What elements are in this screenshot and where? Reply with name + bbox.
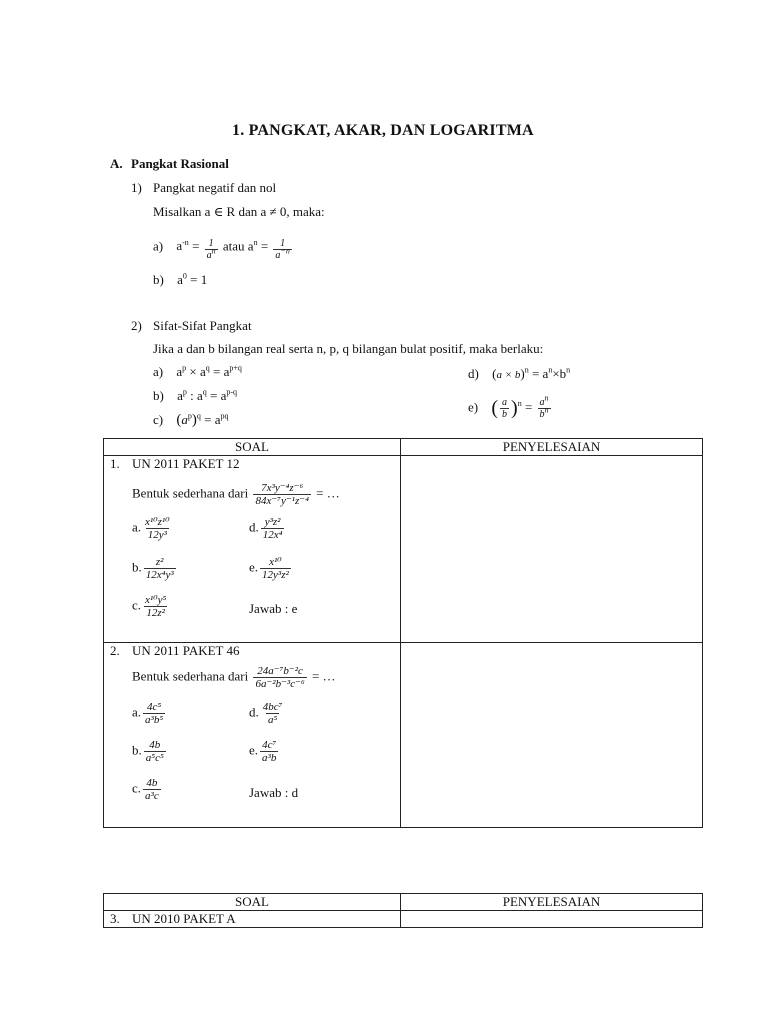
fraction: $\frac{\text{4c⁷}}{\text{a³b}}$ bbox=[262, 739, 277, 764]
fraction: $\frac{1}{a^{-n}}$ bbox=[275, 238, 290, 261]
problem-stem: Bentuk sederhana dari $\frac{\text{7x³y⁻⁴z⁻⁶}}{\text{84x⁻⁷y⁻¹z⁻⁴}}$ = … bbox=[132, 482, 340, 507]
problem-3 bbox=[104, 911, 401, 928]
fraction: $\frac{4b}{\text{a³c}}$ bbox=[145, 777, 159, 802]
rule-label: e) bbox=[468, 399, 479, 415]
section-letter: A. bbox=[110, 156, 123, 171]
section-heading: Pangkat Rasional bbox=[131, 156, 229, 171]
problem-number: 3. bbox=[110, 911, 120, 926]
option-c: c. $\frac{4b}{\text{a³c}}$ bbox=[132, 777, 159, 802]
option-a: a. $\frac{\text{x¹⁰z¹⁰}}{\text{12y³}}$ bbox=[132, 516, 170, 541]
problem-stem: Bentuk sederhana dari $\frac{\text{24a⁻⁷b⁻²c}}{\text{6a⁻²b⁻³c⁻⁶}}$ = … bbox=[132, 665, 336, 690]
rule-label: b) bbox=[153, 272, 164, 287]
sub1-premise: Misalkan a ∈ R dan a ≠ 0, maka: bbox=[153, 204, 325, 219]
rule-label: c) bbox=[153, 412, 164, 427]
page-title: 1. PANGKAT, AKAR, DAN LOGARITMA bbox=[232, 122, 534, 139]
fraction: $\frac{4b}{\text{a⁵c⁵}}$ bbox=[145, 739, 164, 764]
sub2-heading: Sifat-Sifat Pangkat bbox=[153, 318, 252, 333]
fraction: $\frac{\text{y³z²}}{\text{12x⁴}}$ bbox=[262, 516, 283, 541]
fraction: $\frac{1}{a^n}$ bbox=[206, 238, 216, 261]
option-c: c. $\frac{\text{x¹⁰y⁵}}{\text{12z²}}$ bbox=[132, 594, 167, 619]
header-soal: SOAL bbox=[104, 439, 401, 456]
fraction: $\frac{\text{4bc⁷}}{\text{a⁵}}$ bbox=[262, 701, 283, 726]
header-soal: SOAL bbox=[104, 894, 401, 911]
option-d: d. $\frac{\text{4bc⁷}}{\text{a⁵}}$ bbox=[249, 701, 283, 726]
solution-cell-2[interactable] bbox=[401, 643, 703, 828]
fraction: $\frac{\text{x¹⁰z¹⁰}}{\text{12y³}}$ bbox=[145, 516, 170, 541]
fraction: $\frac{\text{x¹⁰}}{\text{12y³z²}}$ bbox=[262, 556, 289, 581]
rule-1b: b) $a^0 = 1$ bbox=[153, 271, 208, 287]
rule-1a: a) $a^{-n}$ = $\frac{1}{a^n}$ atau $a^n$ = $\frac{1}{a^{-n}}$ bbox=[153, 238, 290, 261]
solution-cell-1[interactable] bbox=[401, 456, 703, 643]
option-e: e. $\frac{\text{4c⁷}}{\text{a³b}}$ bbox=[249, 739, 277, 764]
problem-title: UN 2011 PAKET 46 bbox=[132, 643, 240, 658]
problem-table-2 bbox=[103, 893, 703, 928]
fraction: $\frac{\text{7x³y⁻⁴z⁻⁶}}{\text{84x⁻⁷y⁻¹z⁻⁴}}$ bbox=[255, 482, 309, 507]
fraction: $\frac{\text{24a⁻⁷b⁻²c}}{\text{6a⁻²b⁻³c⁻⁶}}$ bbox=[255, 665, 305, 690]
option-d: d. $\frac{\text{y³z²}}{\text{12x⁴}}$ bbox=[249, 516, 283, 541]
answer: Jawab : d bbox=[249, 785, 299, 800]
fraction: $\frac{a^n}{b^n}$ bbox=[539, 393, 549, 420]
option-b: b. $\frac{\text{z²}}{\text{12x⁴y³}}$ bbox=[132, 556, 174, 581]
problem-2 bbox=[104, 643, 401, 828]
rule-2d: d) $(a \times b)^n = a^n\times b^n$ bbox=[468, 365, 571, 381]
rule-2b: b) $a^p$ : $a^q = a^{p-q}$ bbox=[153, 387, 238, 403]
fraction: $\frac{a}{b}$ bbox=[502, 397, 508, 420]
rule-label: a) bbox=[153, 364, 164, 379]
problem-number: 2. bbox=[110, 643, 120, 658]
sub1-heading: Pangkat negatif dan nol bbox=[153, 180, 277, 195]
fraction: $\frac{\text{4c⁵}}{\text{a³b⁵}}$ bbox=[145, 701, 164, 726]
fraction: $\frac{\text{z²}}{\text{12x⁴y³}}$ bbox=[145, 556, 174, 581]
rule-label: d) bbox=[468, 366, 479, 381]
option-b: b. $\frac{4b}{\text{a⁵c⁵}}$ bbox=[132, 739, 164, 764]
sub2-number: 2) bbox=[131, 318, 142, 333]
rule-label: b) bbox=[153, 388, 164, 403]
option-a: a. $\frac{\text{4c⁵}}{\text{a³b⁵}}$ bbox=[132, 701, 164, 726]
rule-2c: c) $(a^p)^q = a^{pq}$ bbox=[153, 411, 229, 428]
header-penyelesaian: PENYELESAIAN bbox=[401, 439, 703, 456]
problem-table-1 bbox=[103, 438, 703, 828]
problem-1 bbox=[104, 456, 401, 643]
solution-cell-3[interactable] bbox=[401, 911, 703, 928]
rule-2e: e) ( $\frac{a}{b}$ )$^n$ = $\frac{a^n}{b^n}$ bbox=[468, 393, 549, 420]
option-e: e. $\frac{\text{x¹⁰}}{\text{12y³z²}}$ bbox=[249, 556, 289, 581]
sub2-premise: Jika a dan b bilangan real serta n, p, q bilangan bulat positif, maka berlaku: bbox=[153, 341, 544, 356]
sub1-number: 1) bbox=[131, 180, 142, 195]
answer: Jawab : e bbox=[249, 601, 298, 616]
problem-title: UN 2010 PAKET A bbox=[132, 911, 236, 926]
rule-2a: a) $a^p \times a^q = a^{p+q}$ bbox=[153, 363, 242, 379]
problem-number: 1. bbox=[110, 456, 120, 471]
fraction: $\frac{\text{x¹⁰y⁵}}{\text{12z²}}$ bbox=[145, 594, 167, 619]
problem-title: UN 2011 PAKET 12 bbox=[132, 456, 240, 471]
header-penyelesaian: PENYELESAIAN bbox=[401, 894, 703, 911]
rule-label: a) bbox=[153, 238, 164, 254]
